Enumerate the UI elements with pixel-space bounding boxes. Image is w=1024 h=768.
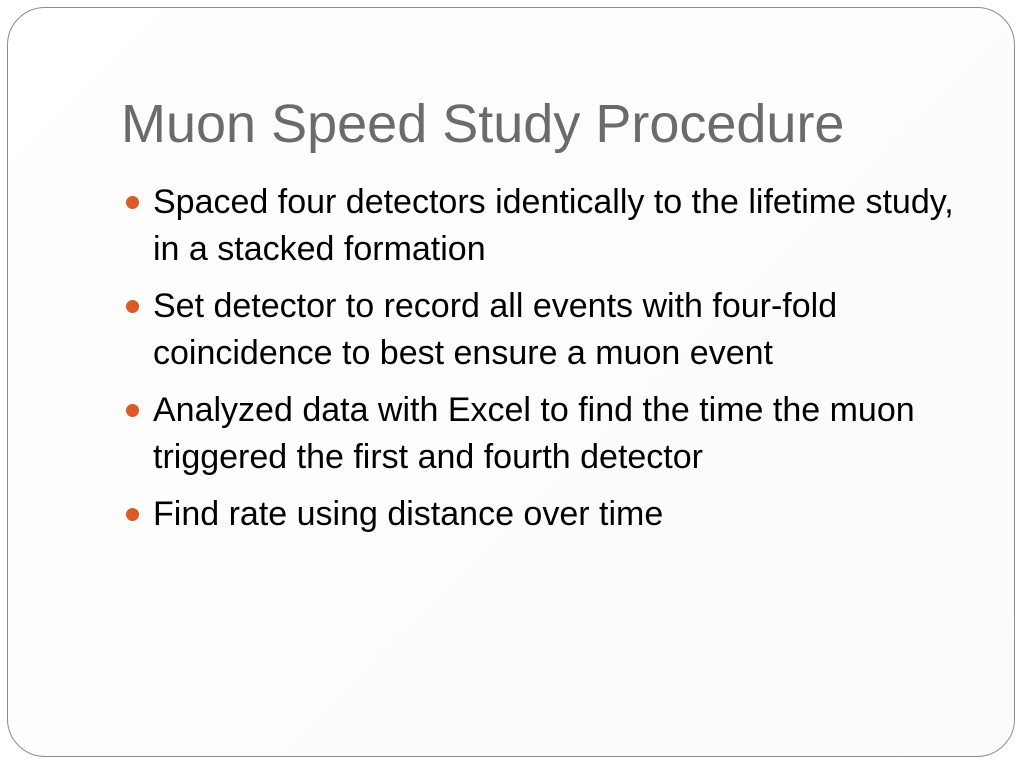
slide-title: Muon Speed Study Procedure	[121, 94, 845, 154]
bullet-text: Analyzed data with Excel to find the time the muon triggered the first and fourth detector	[153, 391, 915, 476]
bullet-text: Find rate using distance over time	[153, 495, 664, 533]
bullet-item	[121, 387, 981, 481]
bullet-dot-icon	[126, 404, 139, 417]
bullet-text: Spaced four detectors identically to the lifetime study, in a stacked formation	[153, 183, 954, 268]
bullet-list	[121, 179, 981, 548]
bullet-dot-icon	[126, 508, 139, 521]
bullet-item	[121, 179, 981, 273]
bullet-item	[121, 491, 981, 538]
bullet-text: Set detector to record all events with four-fold coincidence to best ensure a muon event	[153, 287, 838, 372]
bullet-dot-icon	[126, 196, 139, 209]
bullet-dot-icon	[126, 300, 139, 313]
slide-frame	[7, 7, 1015, 757]
bullet-item	[121, 283, 981, 377]
